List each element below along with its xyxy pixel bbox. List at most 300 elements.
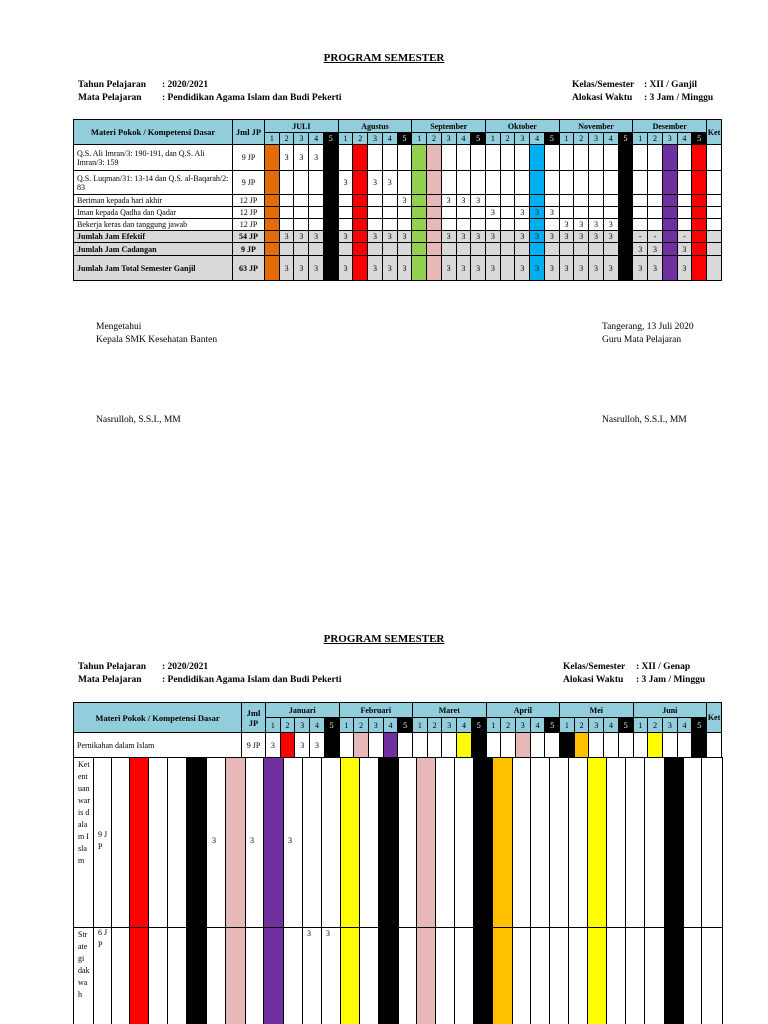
week-cell — [456, 219, 471, 231]
week-number: 3 — [368, 133, 383, 145]
week-cell: 3 — [486, 256, 501, 281]
week-cell: 3 — [266, 733, 281, 758]
week-number: 4 — [382, 133, 397, 145]
week-cell: 3 — [471, 231, 486, 243]
week-cell — [412, 231, 427, 243]
ket-cell — [707, 195, 722, 207]
week-cell — [559, 145, 574, 171]
week-cell — [294, 243, 309, 256]
week-cell — [618, 243, 633, 256]
month-header: Desember — [633, 120, 707, 133]
p2-title: PROGRAM SEMESTER — [323, 633, 445, 645]
week-cell: 3 — [338, 256, 353, 281]
week-number: 5 — [692, 133, 707, 145]
total-jml: 9 JP — [233, 243, 265, 256]
week-number: 5 — [471, 133, 486, 145]
week-cell: 3 — [279, 231, 294, 243]
table-row — [74, 171, 722, 195]
week-cell — [559, 243, 574, 256]
jml-cell: 9 JP — [233, 145, 265, 171]
week-cell — [294, 219, 309, 231]
week-cell — [500, 219, 515, 231]
week-cell — [574, 195, 589, 207]
total-row — [74, 256, 722, 281]
week-cell: 3 — [338, 171, 353, 195]
week-number: 5 — [545, 718, 560, 733]
week-cell — [368, 243, 383, 256]
week-cell: 3 — [486, 207, 501, 219]
week-cell — [486, 733, 501, 758]
week-value: 3 — [326, 929, 330, 938]
materi-cell-strategi: Strategi dakwah — [78, 930, 90, 999]
week-number: 5 — [544, 133, 559, 145]
total-jml: 54 JP — [233, 231, 265, 243]
week-cell — [279, 207, 294, 219]
ket-cell — [707, 733, 722, 758]
week-cell — [354, 733, 369, 758]
week-cell — [412, 195, 427, 207]
table-row — [74, 145, 722, 171]
week-cell — [662, 231, 677, 243]
week-column-fill — [587, 757, 606, 1024]
week-cell — [412, 219, 427, 231]
p2-kelas-label: Kelas/Semester — [563, 662, 626, 672]
week-cell — [309, 219, 324, 231]
week-cell — [618, 145, 633, 171]
week-cell — [692, 256, 707, 281]
p1-alokasi-label: Alokasi Waktu — [572, 93, 633, 103]
month-header: Agustus — [338, 120, 412, 133]
week-cell: 3 — [382, 171, 397, 195]
week-cell — [486, 171, 501, 195]
week-number: 4 — [309, 133, 324, 145]
week-cell — [559, 195, 574, 207]
week-cell — [515, 195, 530, 207]
week-cell — [633, 207, 648, 219]
week-cell: 3 — [515, 231, 530, 243]
col-header-ket: Ket — [707, 120, 722, 145]
week-cell: 3 — [574, 256, 589, 281]
week-cell — [515, 145, 530, 171]
total-jml: 63 JP — [233, 256, 265, 281]
week-cell — [530, 145, 545, 171]
week-number: 3 — [442, 718, 457, 733]
week-cell: 3 — [633, 243, 648, 256]
week-cell — [500, 207, 515, 219]
week-cell: 3 — [338, 231, 353, 243]
week-cell: - — [633, 231, 648, 243]
week-cell — [412, 256, 427, 281]
week-cell — [560, 733, 575, 758]
week-cell — [574, 733, 589, 758]
month-header: April — [486, 703, 560, 718]
week-cell — [544, 243, 559, 256]
week-number: 5 — [397, 133, 412, 145]
week-cell — [309, 243, 324, 256]
week-cell — [309, 207, 324, 219]
week-cell — [574, 171, 589, 195]
week-cell — [633, 195, 648, 207]
week-cell: 3 — [574, 219, 589, 231]
jml-cell: 12 JP — [233, 207, 265, 219]
p1-kelas-label: Kelas/Semester — [572, 80, 635, 90]
week-cell: 3 — [544, 231, 559, 243]
week-cell — [338, 219, 353, 231]
program-semester-table-2-body — [73, 757, 723, 1024]
month-header: Mei — [560, 703, 634, 718]
week-cell — [442, 733, 457, 758]
week-cell — [500, 171, 515, 195]
week-cell: 3 — [294, 256, 309, 281]
week-cell — [413, 733, 428, 758]
week-cell — [618, 733, 633, 758]
week-number: 4 — [530, 133, 545, 145]
ket-cell — [707, 219, 722, 231]
week-cell — [603, 145, 618, 171]
week-value: 3 — [250, 836, 254, 845]
week-number: 4 — [456, 133, 471, 145]
week-cell — [530, 733, 545, 758]
week-number: 2 — [648, 133, 663, 145]
week-cell — [456, 171, 471, 195]
week-cell — [603, 171, 618, 195]
week-number: 5 — [323, 133, 338, 145]
week-cell — [323, 195, 338, 207]
week-number: 2 — [427, 718, 442, 733]
week-number: 5 — [398, 718, 413, 733]
week-cell — [471, 207, 486, 219]
total-label: Jumlah Jam Cadangan — [74, 243, 233, 256]
week-cell: 3 — [471, 256, 486, 281]
week-cell — [382, 243, 397, 256]
jml-cell-waris: 9 JP — [98, 830, 108, 851]
week-cell: 3 — [294, 231, 309, 243]
week-cell — [544, 145, 559, 171]
week-number: 3 — [515, 718, 530, 733]
week-cell — [574, 207, 589, 219]
week-column-fill — [263, 757, 283, 1024]
week-cell — [692, 207, 707, 219]
week-cell — [441, 145, 456, 171]
week-cell — [353, 195, 368, 207]
week-number: 2 — [574, 718, 589, 733]
week-cell — [589, 171, 604, 195]
week-cell — [265, 243, 280, 256]
week-cell — [677, 145, 692, 171]
week-cell — [648, 145, 663, 171]
week-cell — [309, 195, 324, 207]
week-cell — [603, 243, 618, 256]
week-cell — [589, 733, 604, 758]
table-row — [74, 207, 722, 219]
week-cell: 3 — [530, 256, 545, 281]
p1-tahun-label: Tahun Pelajaran — [78, 80, 147, 90]
week-cell — [618, 256, 633, 281]
ket-cell — [707, 145, 722, 171]
week-cell — [427, 171, 442, 195]
week-cell — [412, 243, 427, 256]
week-cell — [397, 243, 412, 256]
week-cell — [603, 207, 618, 219]
week-value: 3 — [212, 836, 216, 845]
week-cell — [648, 733, 663, 758]
week-cell — [486, 145, 501, 171]
week-column-fill — [416, 757, 435, 1024]
week-column-fill — [340, 757, 359, 1024]
week-cell — [500, 195, 515, 207]
week-number: 4 — [677, 133, 692, 145]
week-cell: 3 — [456, 195, 471, 207]
week-cell — [589, 243, 604, 256]
week-cell — [559, 207, 574, 219]
week-cell — [279, 219, 294, 231]
week-cell — [677, 207, 692, 219]
week-cell: 3 — [486, 231, 501, 243]
week-cell — [692, 219, 707, 231]
total-row — [74, 231, 722, 243]
week-cell — [515, 171, 530, 195]
week-number: 4 — [457, 718, 472, 733]
week-number: 3 — [589, 133, 604, 145]
week-cell: 3 — [589, 219, 604, 231]
week-cell — [648, 171, 663, 195]
week-cell — [397, 145, 412, 171]
week-cell — [662, 207, 677, 219]
week-cell: 3 — [574, 231, 589, 243]
signature-name-right: Nasrulloh, S.S.I., MM — [602, 415, 687, 425]
week-cell — [353, 243, 368, 256]
p2-tahun-label: Tahun Pelajaran — [78, 662, 147, 672]
week-cell: 3 — [603, 256, 618, 281]
materi-cell: Pernikahan dalam Islam — [74, 733, 242, 758]
month-header: Juni — [633, 703, 707, 718]
week-cell: 3 — [633, 256, 648, 281]
week-cell — [500, 145, 515, 171]
week-cell — [323, 219, 338, 231]
materi-cell-waris: Ketentuan waris dalam Islam — [78, 760, 90, 865]
week-number: 3 — [295, 718, 310, 733]
materi-cell: Q.S. Luqman/31: 13-14 dan Q.S. al-Baqarah/2: 83 — [74, 171, 233, 195]
col-header-jml: Jml JP — [242, 703, 266, 733]
week-number: 4 — [310, 718, 325, 733]
week-cell: 3 — [559, 219, 574, 231]
p2-kelas-value: : XII / Genap — [636, 662, 691, 672]
week-number: 1 — [486, 718, 501, 733]
week-cell — [427, 145, 442, 171]
p2-mapel-value: : Pendidikan Agama Islam dan Budi Pekerti — [162, 675, 342, 685]
month-header: Januari — [266, 703, 340, 718]
week-number: 2 — [648, 718, 663, 733]
week-cell — [589, 145, 604, 171]
week-cell — [486, 195, 501, 207]
week-cell — [338, 195, 353, 207]
week-cell — [515, 243, 530, 256]
week-column-fill — [664, 757, 683, 1024]
week-cell — [382, 207, 397, 219]
week-number: 5 — [324, 718, 339, 733]
week-cell: 3 — [603, 231, 618, 243]
week-cell — [412, 207, 427, 219]
week-number: 4 — [530, 718, 545, 733]
month-header: Oktober — [486, 120, 560, 133]
jml-cell-strategi: 6 JP — [98, 928, 108, 949]
week-cell — [412, 171, 427, 195]
week-cell: 3 — [279, 145, 294, 171]
week-cell — [486, 243, 501, 256]
week-cell: 3 — [279, 256, 294, 281]
week-cell — [457, 733, 472, 758]
week-number: 2 — [501, 718, 516, 733]
month-header: JULI — [265, 120, 339, 133]
col-header-jml: Jml JP — [233, 120, 265, 145]
week-cell: 3 — [515, 207, 530, 219]
week-cell — [265, 207, 280, 219]
week-number: 2 — [279, 133, 294, 145]
week-number: 3 — [662, 718, 677, 733]
week-cell — [427, 256, 442, 281]
week-cell: 3 — [309, 145, 324, 171]
week-cell — [323, 207, 338, 219]
week-cell — [397, 207, 412, 219]
week-cell: 3 — [677, 243, 692, 256]
ket-cell — [707, 171, 722, 195]
week-cell — [323, 243, 338, 256]
week-number: 1 — [412, 133, 427, 145]
week-cell — [456, 145, 471, 171]
week-cell — [662, 256, 677, 281]
week-column-fill — [225, 757, 245, 1024]
week-cell: - — [648, 231, 663, 243]
week-cell: 3 — [515, 256, 530, 281]
week-cell — [471, 219, 486, 231]
week-number: 3 — [662, 133, 677, 145]
week-cell: 3 — [544, 256, 559, 281]
week-cell — [368, 207, 383, 219]
table-row — [74, 219, 722, 231]
week-cell: 3 — [310, 733, 325, 758]
week-number: 4 — [677, 718, 692, 733]
week-cell — [633, 219, 648, 231]
week-cell — [515, 219, 530, 231]
week-number: 1 — [633, 718, 648, 733]
week-cell — [692, 195, 707, 207]
week-value: 3 — [288, 836, 292, 845]
col-header-materi: Materi Pokok / Kompetensi Dasar — [74, 120, 233, 145]
week-cell — [427, 219, 442, 231]
week-cell: 3 — [530, 207, 545, 219]
table-row — [74, 733, 722, 758]
week-cell: 3 — [397, 195, 412, 207]
week-cell — [692, 171, 707, 195]
place-date: Tangerang, 13 Juli 2020 — [602, 322, 694, 332]
week-number: 1 — [413, 718, 428, 733]
week-cell: 3 — [648, 243, 663, 256]
week-column-fill — [129, 757, 148, 1024]
week-number: 1 — [339, 718, 354, 733]
week-number: 1 — [486, 133, 501, 145]
kepala-label: Kepala SMK Kesehatan Banten — [96, 335, 218, 345]
week-cell — [677, 733, 692, 758]
week-number: 2 — [354, 718, 369, 733]
week-cell — [515, 733, 530, 758]
table-2-grid — [73, 757, 723, 1024]
week-cell — [397, 171, 412, 195]
week-cell: 3 — [368, 171, 383, 195]
week-number: 4 — [383, 718, 398, 733]
week-number: 4 — [603, 133, 618, 145]
week-cell — [368, 195, 383, 207]
week-cell — [441, 207, 456, 219]
week-cell: 3 — [648, 256, 663, 281]
jml-cell: 12 JP — [233, 195, 265, 207]
week-cell: 3 — [368, 231, 383, 243]
week-cell: 3 — [544, 207, 559, 219]
week-cell — [412, 145, 427, 171]
week-cell: 3 — [471, 195, 486, 207]
week-cell — [662, 171, 677, 195]
table-row — [74, 195, 722, 207]
week-number: 3 — [368, 718, 383, 733]
materi-cell: Bekerja keras dan tanggung jawab — [74, 219, 233, 231]
week-cell — [692, 145, 707, 171]
week-cell: 3 — [589, 231, 604, 243]
week-cell — [323, 145, 338, 171]
week-number: 5 — [618, 718, 633, 733]
week-cell — [338, 243, 353, 256]
week-number: 2 — [574, 133, 589, 145]
week-cell — [382, 219, 397, 231]
jml-cell: 9 JP — [233, 171, 265, 195]
week-number: 1 — [559, 133, 574, 145]
week-cell — [574, 243, 589, 256]
week-cell — [265, 256, 280, 281]
week-cell — [662, 195, 677, 207]
week-number: 2 — [353, 133, 368, 145]
week-cell: 3 — [309, 231, 324, 243]
week-cell — [265, 145, 280, 171]
week-cell — [427, 207, 442, 219]
week-cell — [589, 207, 604, 219]
week-number: 4 — [604, 718, 619, 733]
ket-cell — [707, 256, 722, 281]
week-cell — [677, 171, 692, 195]
week-cell — [471, 145, 486, 171]
week-cell — [323, 171, 338, 195]
week-cell — [383, 733, 398, 758]
week-cell — [323, 256, 338, 281]
week-cell — [353, 256, 368, 281]
week-cell — [662, 145, 677, 171]
week-column-fill — [473, 757, 492, 1024]
week-cell — [544, 219, 559, 231]
week-cell — [544, 195, 559, 207]
p2-mapel-label: Mata Pelajaran — [78, 675, 142, 685]
week-number: 2 — [280, 718, 295, 733]
week-number: 1 — [338, 133, 353, 145]
week-cell — [677, 195, 692, 207]
ket-cell — [707, 231, 722, 243]
week-cell — [603, 195, 618, 207]
week-cell — [545, 733, 560, 758]
total-label: Jumlah Jam Efektif — [74, 231, 233, 243]
week-cell — [279, 243, 294, 256]
week-cell — [530, 219, 545, 231]
week-cell — [368, 219, 383, 231]
week-cell — [692, 231, 707, 243]
total-label: Jumlah Jam Total Semester Ganjil — [74, 256, 233, 281]
week-cell — [530, 171, 545, 195]
week-cell — [294, 207, 309, 219]
